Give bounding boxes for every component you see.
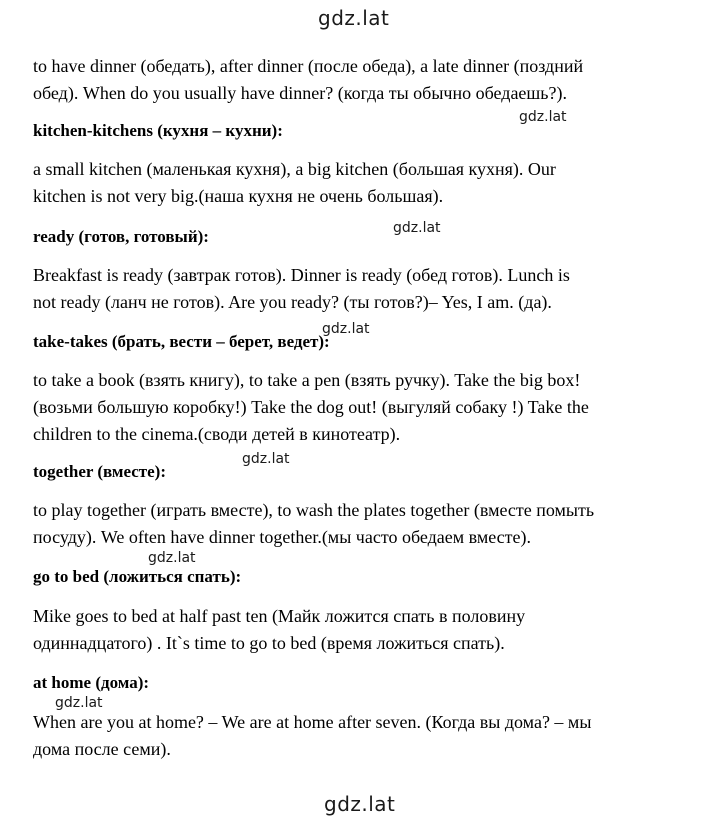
watermark: gdz.lat — [148, 550, 196, 566]
text-line: children to the cinema.(своди детей в кинотеатр). — [33, 424, 401, 444]
entry-dinner-text — [33, 53, 673, 107]
entry-at-home-heading: at home (дома): — [33, 673, 150, 692]
entry-kitchen-heading: kitchen-kitchens (кухня – кухни): — [33, 121, 283, 140]
entry-ready-heading: ready (готов, готовый): — [33, 227, 209, 246]
text-line: not ready (ланч не готов). Are you ready? (ты готов?)– Yes, I am. (да). — [33, 292, 552, 312]
watermark: gdz.lat — [519, 109, 567, 125]
entry-together-text — [33, 497, 673, 551]
watermark: gdz.lat — [242, 451, 290, 467]
text-line: a small kitchen (маленькая кухня), a big kitchen (большая кухня). Our — [33, 159, 556, 179]
entry-go-to-bed-text — [33, 603, 673, 657]
entry-take-heading: take-takes (брать, вести – берет, ведет): — [33, 332, 330, 351]
watermark-top: gdz.lat — [318, 6, 390, 30]
text-line: дома после семи). — [33, 739, 171, 759]
watermark-bottom: gdz.lat — [324, 792, 396, 816]
entry-together-heading: together (вместе): — [33, 462, 167, 481]
entry-go-to-bed-heading: go to bed (ложиться спать): — [33, 567, 242, 586]
text-line: Mike goes to bed at half past ten (Майк ложится спать в половину — [33, 606, 526, 626]
watermark: gdz.lat — [322, 321, 370, 337]
text-line: Breakfast is ready (завтрак готов). Dinner is ready (обед готов). Lunch is — [33, 265, 570, 285]
entry-ready-text — [33, 262, 673, 316]
entry-kitchen-text — [33, 156, 673, 210]
text-line: kitchen is not very big.(наша кухня не очень большая). — [33, 186, 444, 206]
text-line: to play together (играть вместе), to wash the plates together (вместе помыть — [33, 500, 595, 520]
text-line: to take a book (взять книгу), to take a pen (взять ручку). Take the big box! — [33, 370, 581, 390]
watermark: gdz.lat — [393, 220, 441, 236]
text-line: обед). When do you usually have dinner? (когда ты обычно обедаешь?). — [33, 83, 567, 103]
text-line: одиннадцатого) . It`s time to go to bed (время ложиться спать). — [33, 633, 505, 653]
text-line: (возьми большую коробку!) Take the dog out! (выгуляй собаку !) Take the — [33, 397, 589, 417]
text-line: When are you at home? – We are at home after seven. (Когда вы дома? – мы — [33, 712, 592, 732]
watermark: gdz.lat — [55, 695, 103, 711]
text-line: to have dinner (обедать), after dinner (после обеда), a late dinner (поздний — [33, 56, 584, 76]
entry-take-text — [33, 367, 673, 448]
entry-at-home-text — [33, 709, 673, 763]
text-line: посуду). We often have dinner together.(мы часто обедаем вместе). — [33, 527, 532, 547]
